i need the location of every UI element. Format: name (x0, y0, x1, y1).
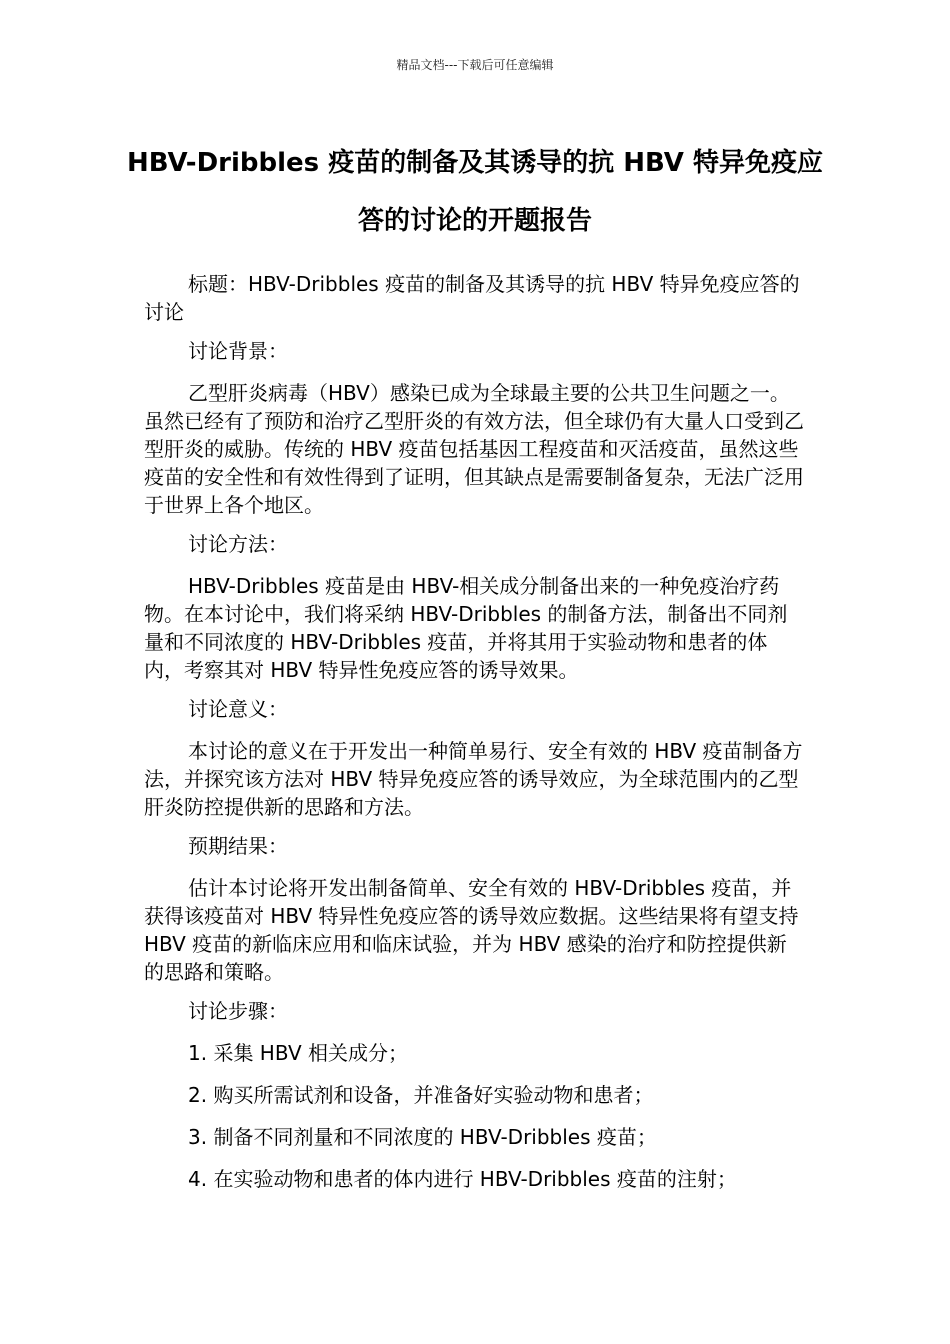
step-item-1: 1. 采集 HBV 相关成分； (188, 1041, 408, 1065)
document-title: HBV-Dribbles 疫苗的制备及其诱导的抗 HBV 特异免疫应答的讨论的开题报告 (127, 148, 823, 236)
section-heading-significance: 讨论意义： (188, 697, 288, 721)
step-item-4: 4. 在实验动物和患者的体内进行 HBV-Dribbles 疫苗的注射； (188, 1167, 737, 1191)
step-item-3: 3. 制备不同剂量和不同浓度的 HBV-Dribbles 疫苗； (188, 1125, 657, 1149)
paragraph-expected-results: 估计本讨论将开发出制备简单、安全有效的 HBV-Dribbles 疫苗，并获得该疫苗对 HBV 特异性免疫应答的诱导效应数据。这些结果将有望支持 HBV 疫苗的新临床应用和临床试验，并为 HBV 感染的治疗和防控提供新的思路和策略。 (144, 876, 799, 984)
paragraph-significance: 本讨论的意义在于开发出一种简单易行、安全有效的 HBV 疫苗制备方法，并探究该方法对 HBV 特异免疫应答的诱导效应，为全球范围内的乙型肝炎防控提供新的思路和方法。 (144, 739, 803, 819)
paragraph-method: HBV-Dribbles 疫苗是由 HBV-相关成分制备出来的一种免疫治疗药物。在本讨论中，我们将采纳 HBV-Dribbles 的制备方法，制备出不同剂量和不同浓度的 HBV-Dribbles 疫苗，并将其用于实验动物和患者的体内，考察其对 HBV 特异性免疫应答的诱导效果。 (144, 574, 788, 682)
step-item-2: 2. 购买所需试剂和设备，并准备好实验动物和患者； (188, 1083, 654, 1107)
section-heading-method: 讨论方法： (188, 532, 288, 556)
section-heading-steps: 讨论步骤： (188, 999, 288, 1023)
section-heading-expected-results: 预期结果： (188, 834, 288, 858)
page-header: 精品文档---下载后可任意编辑 (396, 58, 554, 72)
paragraph-title-line: 标题：HBV-Dribbles 疫苗的制备及其诱导的抗 HBV 特异免疫应答的讨论 (144, 272, 800, 324)
section-heading-background: 讨论背景： (188, 339, 288, 363)
document-body (144, 270, 806, 1207)
paragraph-background: 乙型肝炎病毒（HBV）感染已成为全球最主要的公共卫生问题之一。虽然已经有了预防和治疗乙型肝炎的有效方法，但全球仍有大量人口受到乙型肝炎的威胁。传统的 HBV 疫苗包括基因工程疫苗和灭活疫苗，虽然这些疫苗的安全性和有效性得到了证明，但其缺点是需要制备复杂，无法广泛用于世界上各个地区。 (144, 381, 804, 517)
